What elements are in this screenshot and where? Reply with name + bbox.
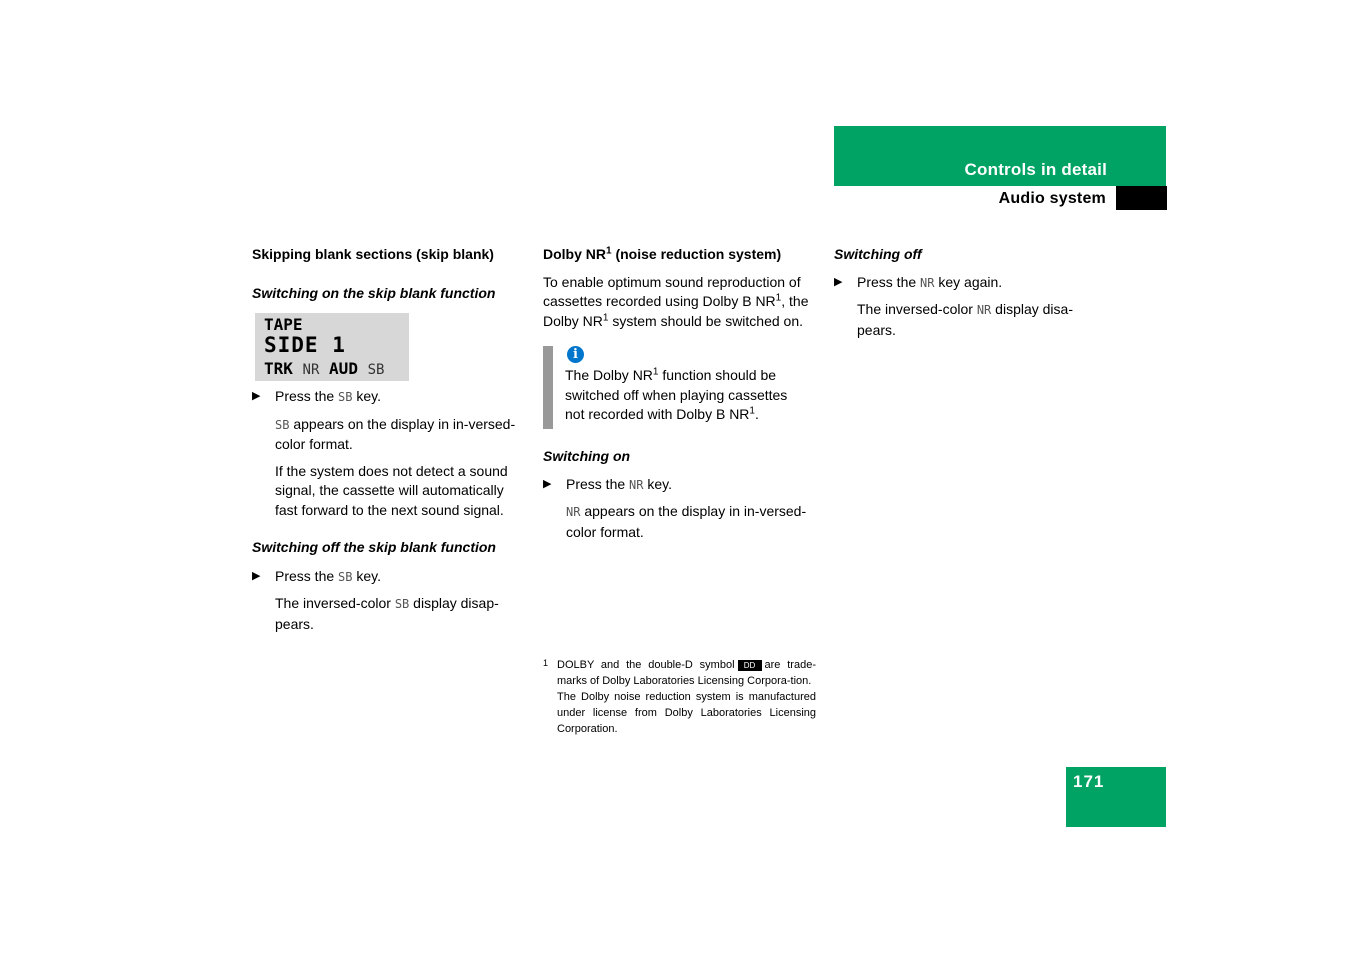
- column-2-steps: [543, 447, 815, 542]
- bullet-arrow-icon: ▶: [252, 569, 261, 582]
- column-2: [543, 245, 815, 331]
- result-sb-on: SB appears on the display in in-versed-color format.: [275, 415, 516, 452]
- result-nr-off: The inversed-color NR display disa-pears.: [857, 301, 1073, 338]
- info-text: The Dolby $NR^1$ function should be switched off when playing cassettes not recorded with Dolby B $NR^1$.: [565, 366, 788, 422]
- detect-note: If the system does not detect a sound signal, the cassette will automatically fast forward to the next sound signal.: [275, 462, 508, 518]
- subsection-title: Audio system: [998, 190, 1106, 207]
- info-bar: [543, 346, 553, 429]
- subheading-skip-off: Switching off the skip blank function: [252, 539, 496, 555]
- heading-dolby: Dolby $NR^1$ (noise reduction system): [543, 245, 782, 262]
- lcd-line-2: SIDE 1: [264, 333, 346, 357]
- subheading-skip-on: Switching on the skip blank function: [252, 284, 496, 301]
- subheading-nr-off: Switching off: [834, 246, 922, 262]
- header-black-tab: [1116, 186, 1167, 210]
- info-icon: i: [567, 346, 584, 363]
- bullet-arrow-icon: ▶: [252, 390, 261, 402]
- lcd-trk: TRK: [264, 359, 293, 378]
- column-3: [834, 245, 1106, 340]
- step-nr-off: ▶ Press the NR key again.: [834, 273, 1106, 294]
- page-number-box: [1066, 767, 1166, 827]
- lcd-nr: NR: [302, 362, 320, 378]
- dolby-double-d-icon: DD: [738, 660, 762, 671]
- heading-skip-blank: Skipping blank sections (skip blank): [252, 246, 494, 262]
- key-sb: SB: [338, 390, 353, 404]
- column-1: [252, 245, 524, 303]
- result-sb-off: The inversed-color SB display disap-pears.: [275, 595, 499, 632]
- info-box: [543, 346, 815, 429]
- lcd-line-3: [264, 359, 384, 378]
- lcd-display: [255, 313, 409, 381]
- column-1-steps: [252, 387, 524, 634]
- page-number: 171: [1073, 772, 1105, 791]
- key-nr: NR: [629, 477, 644, 492]
- footnote-body: DOLBY and the double-D symbol DD are trade-marks of Dolby Laboratories Licensing Corpora-tion. The Dolby noise reduction system is manufactured under license from Dolby Laboratories Licensing Corporation.: [557, 659, 816, 735]
- bullet-arrow-icon: ▶: [834, 275, 843, 288]
- result-nr-on: NR appears on the display in in-versed-color format.: [566, 503, 807, 540]
- step-sb-off: ▶ Press the SB key.: [252, 567, 524, 588]
- dolby-intro: To enable optimum sound reproduction of cassettes recorded using Dolby B $NR^1$, the Dolby $NR^1$ system should be switched on.: [543, 273, 809, 329]
- step-nr-on: ▶ Press the NR key.: [543, 475, 815, 496]
- step-sb-on: ▶ Press the SB key.: [252, 387, 524, 408]
- section-title: Controls in detail: [964, 160, 1107, 179]
- lcd-aud: AUD: [329, 359, 358, 378]
- header-green-bar: [834, 126, 1166, 186]
- bullet-arrow-icon: ▶: [543, 477, 552, 490]
- lcd-line-1: TAPE: [264, 315, 303, 334]
- subheading-nr-on: Switching on: [543, 448, 631, 464]
- footnote-number: 1: [543, 658, 549, 668]
- lcd-sb: SB: [367, 362, 385, 378]
